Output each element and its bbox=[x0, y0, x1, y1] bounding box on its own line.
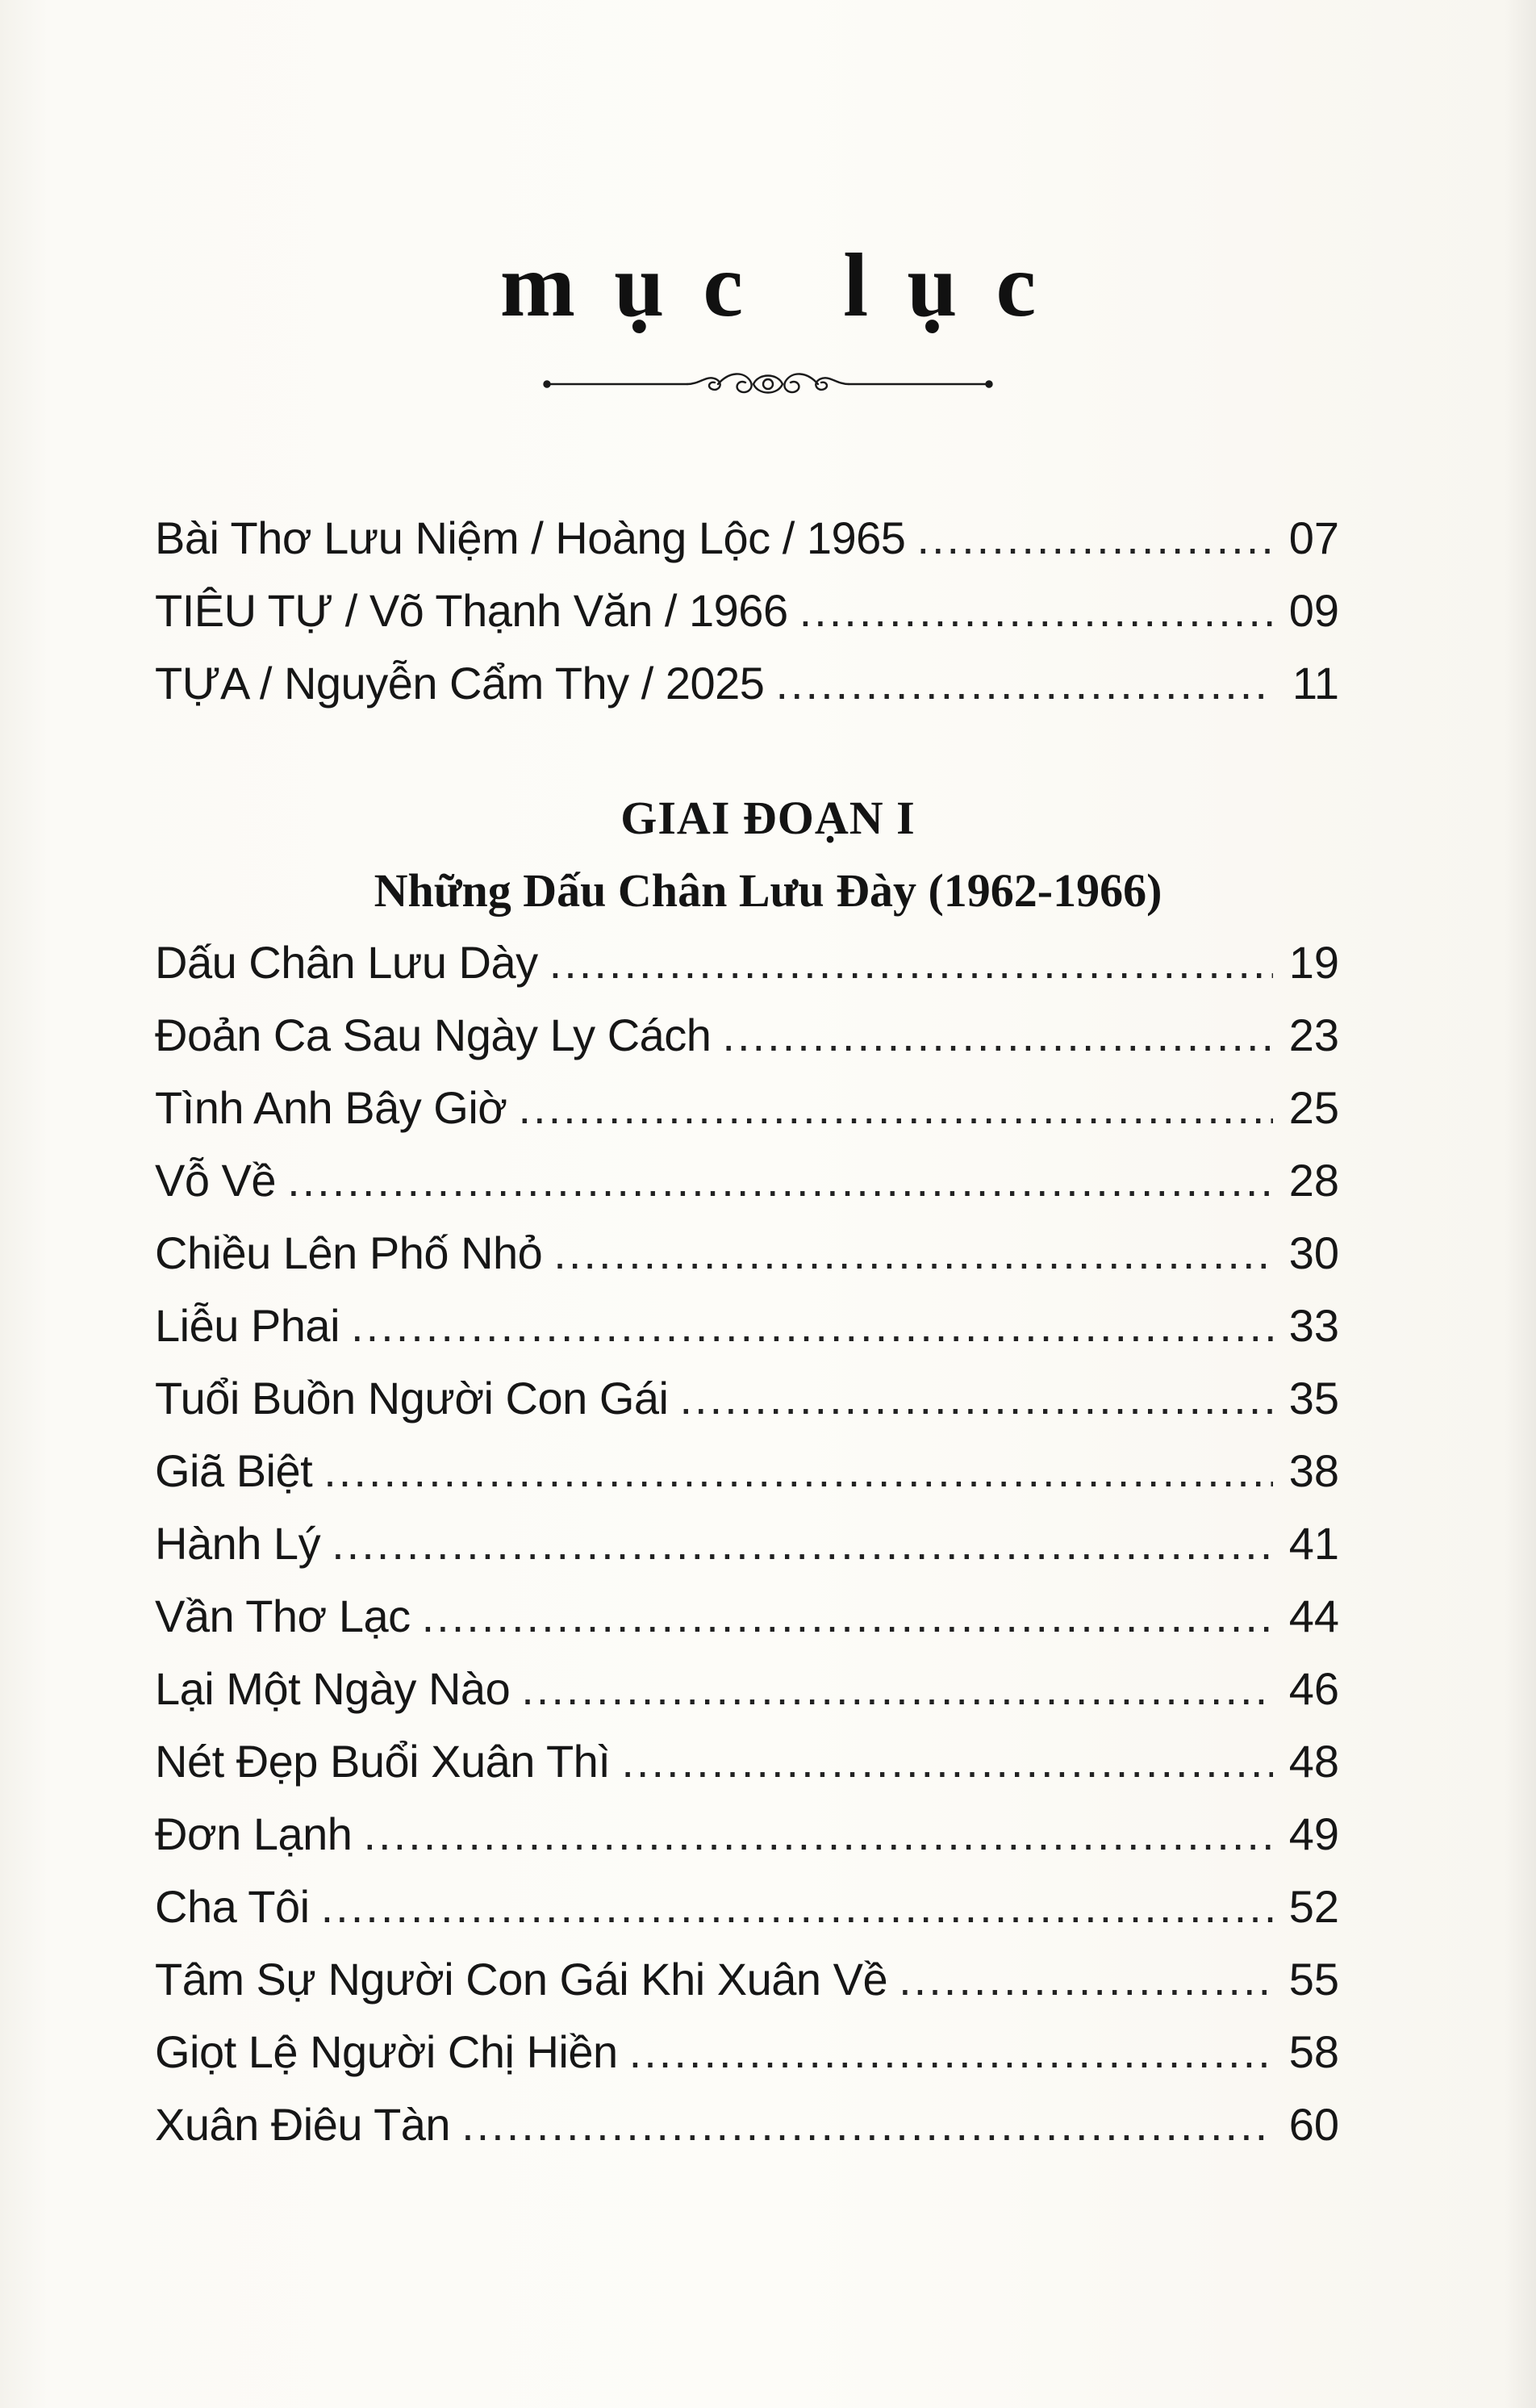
toc-entry bbox=[155, 1725, 1339, 1798]
dot-leader bbox=[461, 2088, 1273, 2161]
toc-entry bbox=[155, 926, 1339, 999]
toc-entry bbox=[155, 1798, 1339, 1871]
toc-entry-page: 38 bbox=[1288, 1445, 1339, 1496]
toc-entry bbox=[155, 999, 1339, 1072]
toc-entry-title: Giã Biệt bbox=[155, 1445, 313, 1496]
toc-entry-page: 52 bbox=[1288, 1881, 1339, 1932]
toc-entry bbox=[155, 2088, 1339, 2161]
toc-entry bbox=[155, 502, 1339, 575]
page-title: mục lục bbox=[499, 236, 1075, 336]
page-edge-shadow bbox=[1504, 0, 1536, 2408]
toc-entry-title: Tuổi Buồn Người Con Gái bbox=[155, 1373, 669, 1423]
dot-leader bbox=[321, 1871, 1273, 1943]
toc-entry bbox=[155, 1290, 1339, 1362]
dot-leader bbox=[351, 1290, 1273, 1362]
toc-entry-page: 48 bbox=[1288, 1736, 1339, 1787]
dot-leader bbox=[549, 926, 1273, 999]
dot-leader bbox=[521, 1653, 1273, 1725]
dot-leader bbox=[899, 1943, 1273, 2016]
toc-entry-title: Giọt Lệ Người Chị Hiền bbox=[155, 2026, 618, 2077]
dot-leader bbox=[553, 1217, 1273, 1290]
toc-entry bbox=[155, 1580, 1339, 1653]
toc-entry-page: 60 bbox=[1288, 2099, 1339, 2150]
toc-entry-page: 46 bbox=[1288, 1663, 1339, 1714]
toc-entry-title: Xuân Điêu Tàn bbox=[155, 2099, 451, 2150]
flourish-divider-icon bbox=[542, 360, 994, 408]
dot-leader bbox=[722, 999, 1273, 1072]
dot-leader bbox=[629, 2016, 1273, 2088]
toc-entry-page: 25 bbox=[1288, 1082, 1339, 1133]
toc-entry-page: 07 bbox=[1288, 512, 1339, 563]
toc-entry-title: Đơn Lạnh bbox=[155, 1808, 353, 1859]
toc-entry-title: Đoản Ca Sau Ngày Ly Cách bbox=[155, 1010, 712, 1060]
toc-entry bbox=[155, 647, 1339, 720]
toc-entry-page: 23 bbox=[1288, 1010, 1339, 1060]
toc-entry bbox=[155, 2016, 1339, 2088]
section-label: GIAI ĐOẠN I bbox=[620, 792, 916, 844]
front-matter-list bbox=[155, 502, 1339, 720]
dot-leader bbox=[363, 1798, 1273, 1871]
toc-entry bbox=[155, 575, 1339, 647]
toc-entry bbox=[155, 1362, 1339, 1435]
dot-leader bbox=[422, 1580, 1273, 1653]
toc-entry-page: 58 bbox=[1288, 2026, 1339, 2077]
toc-entry bbox=[155, 1217, 1339, 1290]
toc-entry-page: 19 bbox=[1288, 937, 1339, 988]
toc-entry bbox=[155, 1943, 1339, 2016]
toc-entry-page: 28 bbox=[1288, 1155, 1339, 1206]
dot-leader bbox=[332, 1507, 1273, 1580]
toc-entry-title: Lại Một Ngày Nào bbox=[155, 1663, 511, 1714]
toc-entry-page: 49 bbox=[1288, 1808, 1339, 1859]
dot-leader bbox=[287, 1144, 1273, 1217]
toc-entry-page: 44 bbox=[1288, 1591, 1339, 1641]
toc-entry bbox=[155, 1507, 1339, 1580]
toc-entry-title: TIÊU TỰ / Võ Thạnh Văn / 1966 bbox=[155, 585, 788, 636]
toc-entry-page: 30 bbox=[1288, 1227, 1339, 1278]
toc-entry bbox=[155, 1435, 1339, 1507]
toc-entry-title: Bài Thơ Lưu Niệm / Hoàng Lộc / 1965 bbox=[155, 512, 906, 563]
toc-entry-title: Liễu Phai bbox=[155, 1300, 340, 1351]
dot-leader bbox=[775, 647, 1273, 720]
dot-leader bbox=[799, 575, 1273, 647]
toc-entry bbox=[155, 1871, 1339, 1943]
dot-leader bbox=[680, 1362, 1274, 1435]
toc-entry-page: 55 bbox=[1288, 1954, 1339, 2005]
toc-entry-title: Hành Lý bbox=[155, 1518, 321, 1569]
dot-leader bbox=[916, 502, 1273, 575]
toc-entry-title: Tâm Sự Người Con Gái Khi Xuân Về bbox=[155, 1954, 888, 2005]
dot-leader bbox=[519, 1072, 1274, 1144]
toc-entry bbox=[155, 1653, 1339, 1725]
toc-entry-title: Cha Tôi bbox=[155, 1881, 310, 1932]
toc-entry-page: 33 bbox=[1288, 1300, 1339, 1351]
toc-entry-title: Dấu Chân Lưu Dày bbox=[155, 937, 538, 988]
toc-entry bbox=[155, 1072, 1339, 1144]
toc-entry bbox=[155, 1144, 1339, 1217]
toc-entry-page: 11 bbox=[1292, 658, 1339, 709]
toc-entry-title: Nét Đẹp Buổi Xuân Thì bbox=[155, 1736, 611, 1787]
toc-entry-page: 09 bbox=[1288, 585, 1339, 636]
dot-leader bbox=[621, 1725, 1273, 1798]
toc-entry-title: Vỗ Về bbox=[155, 1155, 277, 1206]
toc-entry-title: Tình Anh Bây Giờ bbox=[155, 1082, 507, 1133]
section-entry-list bbox=[155, 926, 1339, 2161]
dot-leader bbox=[323, 1435, 1273, 1507]
toc-entry-title: Chiều Lên Phố Nhỏ bbox=[155, 1227, 543, 1278]
toc-entry-title: TỰA / Nguyễn Cẩm Thy / 2025 bbox=[155, 658, 765, 709]
toc-entry-page: 41 bbox=[1288, 1518, 1339, 1569]
toc-entry-title: Vần Thơ Lạc bbox=[155, 1591, 411, 1641]
section-subtitle: Những Dấu Chân Lưu Đày (1962-1966) bbox=[374, 864, 1162, 917]
toc-entry-page: 35 bbox=[1288, 1373, 1339, 1423]
